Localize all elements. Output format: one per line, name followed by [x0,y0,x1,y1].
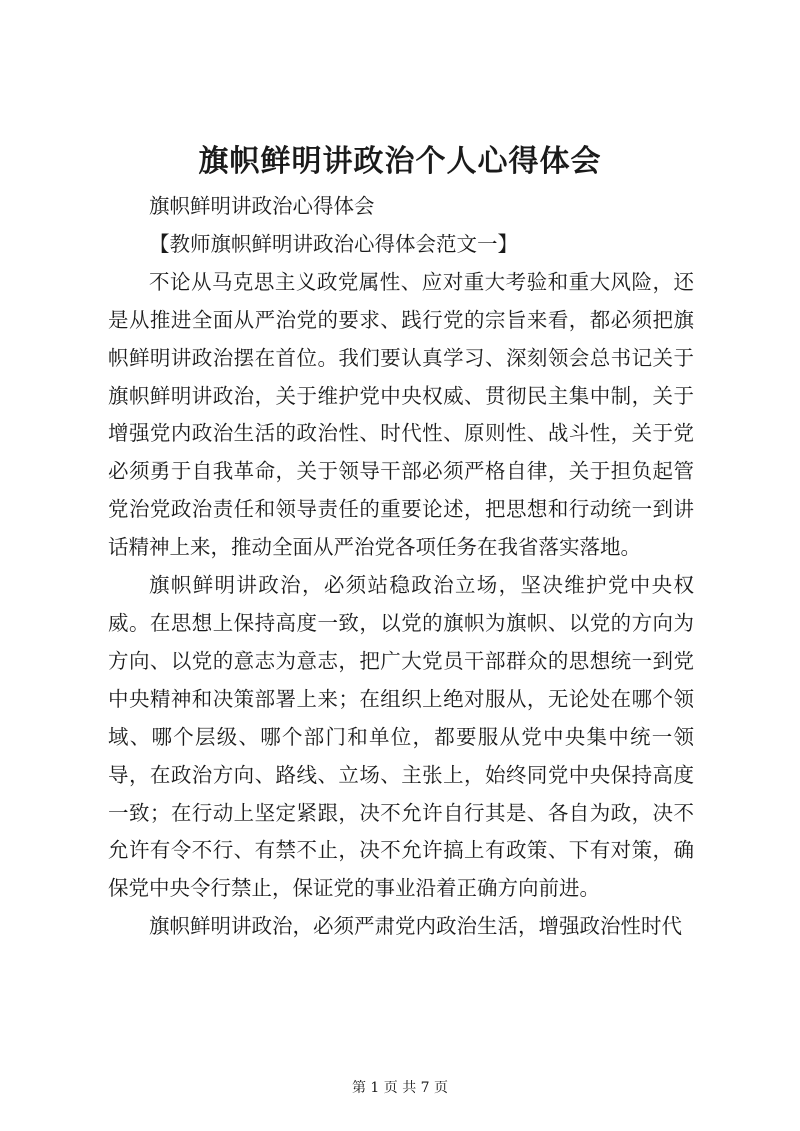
document-title: 旗帜鲜明讲政治个人心得体会 [198,144,602,179]
page-footer: 第 1 页 共 7 页 [351,1080,449,1096]
paragraph-3: 旗帜鲜明讲政治，必须严肃党内政治生活，增强政治性时代 [149,914,682,939]
paragraph-1: 不论从马克思主义政党属性、应对重大考验和重大风险，还是从推进全面从严治党的要求、践行党的宗旨来看，都必须把旗帜鲜明讲政治摆在首位。我们要认真学习、深刻领会总书记关于旗帜鲜明讲政治，关于维护党中央权威、贯彻民主集中制，关于增强党内政治生活的政治性、时代性、原则性、战斗性，关于党必须勇于自我革命，关于领导干部必须严格自律，关于担负起管党治党政治责任和领导责任的重要论述，把思想和行动统一到讲话精神上来，推动全面从严治党各项任务在我省落实落地。 [108,269,694,560]
document-body [108,188,694,946]
paragraph-2: 旗帜鲜明讲政治，必须站稳政治立场，坚决维护党中央权威。在思想上保持高度一致，以党的旗帜为旗帜、以党的方向为方向、以党的意志为意志，把广大党员干部群众的思想统一到党中央精神和决策部署上来；在组织上绝对服从，无论处在哪个领域、哪个层级、哪个部门和单位，都要服从党中央集中统一领导，在政治方向、路线、立场、主张上，始终同党中央保持高度一致；在行动上坚定紧跟，决不允许自行其是、各自为政，决不允许有令不行、有禁不止，决不允许搞上有政策、下有对策，确保党中央令行禁止，保证党的事业沿着正确方向前进。 [108,573,694,901]
subtitle: 旗帜鲜明讲政治心得体会 [149,194,375,218]
section-heading: 【教师旗帜鲜明讲政治心得体会范文一】 [149,231,518,256]
